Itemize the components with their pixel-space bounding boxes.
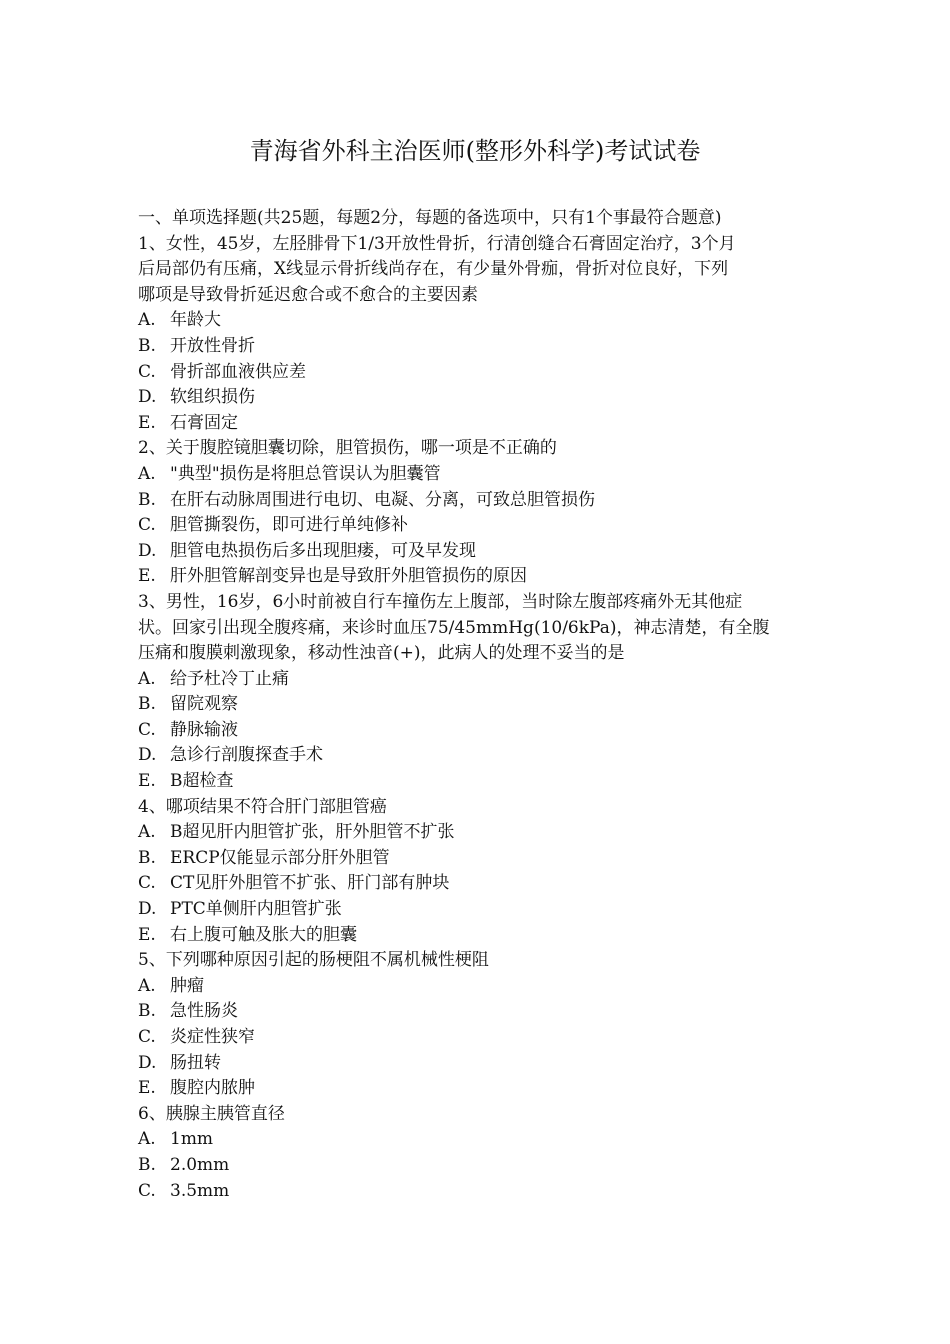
answer-option — [138, 564, 818, 590]
option-letter: C. — [138, 719, 156, 740]
answer-option — [138, 385, 818, 411]
option-letter: C. — [138, 515, 156, 536]
option-text: 急诊行剖腹探查手术 — [170, 745, 323, 766]
question-stem-line: 状。回家引出现全腹疼痛，来诊时血压75/45mmHg(10/6kPa)，神志清楚，有全腹 — [138, 617, 770, 638]
option-text: PTC单侧肝内胆管扩张 — [170, 899, 342, 920]
answer-option — [138, 360, 818, 386]
answer-option — [138, 1025, 818, 1051]
option-text: 急性肠炎 — [170, 1001, 238, 1022]
question-stem-line: 后局部仍有压痛，X线显示骨折线尚存在，有少量外骨痂，骨折对位良好，下列 — [138, 259, 729, 280]
answer-option — [138, 871, 818, 897]
option-letter: C. — [138, 873, 156, 894]
option-letter: D. — [138, 745, 157, 766]
answer-option — [138, 974, 818, 1000]
option-letter: E. — [138, 412, 156, 433]
option-letter: A. — [138, 668, 156, 689]
question-stem-line: 4、哪项结果不符合肝门部胆管癌 — [138, 796, 387, 817]
option-letter: E. — [138, 924, 156, 945]
answer-option — [138, 539, 818, 565]
option-text: 胆管电热损伤后多出现胆瘘，可及早发现 — [170, 540, 476, 561]
option-text: 1mm — [170, 1129, 214, 1150]
document-title: 青海省外科主治医师(整形外科学)考试试卷 — [249, 137, 701, 165]
option-text: B超见肝内胆管扩张，肝外胆管不扩张 — [170, 822, 455, 843]
answer-option — [138, 462, 818, 488]
answer-option — [138, 769, 818, 795]
option-letter: E. — [138, 566, 156, 587]
option-letter: D. — [138, 899, 157, 920]
answer-option — [138, 692, 818, 718]
answer-option — [138, 718, 818, 744]
question-stem-line: 5、下列哪种原因引起的肠梗阻不属机械性梗阻 — [138, 950, 489, 971]
answer-option — [138, 1127, 818, 1153]
answer-option — [138, 999, 818, 1025]
question-1 — [138, 232, 818, 437]
option-letter: D. — [138, 387, 157, 408]
option-text: 肝外胆管解剖变异也是导致肝外胆管损伤的原因 — [170, 566, 527, 587]
answer-option — [138, 513, 818, 539]
option-text: CT见肝外胆管不扩张、肝门部有肿块 — [170, 873, 450, 894]
answer-option — [138, 743, 818, 769]
option-text: 给予杜冷丁止痛 — [170, 668, 289, 689]
answer-option — [138, 1051, 818, 1077]
question-stem-line: 压痛和腹膜刺激现象，移动性浊音(+)，此病人的处理不妥当的是 — [138, 643, 625, 664]
option-text: 胆管撕裂伤，即可进行单纯修补 — [170, 515, 408, 536]
answer-option — [138, 1076, 818, 1102]
answer-option — [138, 820, 818, 846]
option-letter: A. — [138, 1129, 156, 1150]
option-letter: C. — [138, 361, 156, 382]
section-header: 一、单项选择题(共25题，每题2分，每题的备选项中，只有1个事最符合题意) — [138, 208, 722, 228]
answer-option — [138, 334, 818, 360]
option-letter: E. — [138, 771, 156, 792]
question-3 — [138, 590, 818, 795]
option-letter: B. — [138, 489, 156, 510]
option-text: 在肝右动脉周围进行电切、电凝、分离，可致总胆管损伤 — [170, 489, 595, 510]
answer-option — [138, 667, 818, 693]
option-letter: A. — [138, 310, 156, 331]
option-text: 炎症性狭窄 — [170, 1027, 255, 1047]
option-letter: A. — [138, 822, 156, 843]
option-text: 留院观察 — [170, 694, 238, 715]
option-letter: B. — [138, 847, 156, 868]
answer-option — [138, 308, 818, 334]
option-letter: C. — [138, 1027, 156, 1047]
answer-option — [138, 846, 818, 872]
option-text: ERCP仅能显示部分肝外胆管 — [170, 847, 390, 868]
option-text: 骨折部血液供应差 — [170, 361, 306, 382]
question-5 — [138, 948, 818, 1102]
answer-option — [138, 897, 818, 923]
question-stem-line: 3、男性，16岁，6小时前被自行车撞伤左上腹部，当时除左腹部疼痛外无其他症 — [138, 591, 743, 612]
option-letter: A. — [138, 975, 156, 996]
option-text: 年龄大 — [170, 310, 221, 331]
option-letter: D. — [138, 1052, 157, 1073]
option-text: 石膏固定 — [170, 412, 238, 433]
option-letter: E. — [138, 1078, 156, 1099]
option-text: 2.0mm — [170, 1154, 230, 1175]
option-text: 腹腔内脓肿 — [170, 1078, 255, 1099]
answer-option — [138, 488, 818, 514]
option-letter: D. — [138, 540, 157, 561]
answer-option — [138, 1179, 818, 1205]
answer-option — [138, 411, 818, 437]
option-text: 3.5mm — [170, 1180, 230, 1201]
question-stem-line: 2、关于腹腔镜胆囊切除，胆管损伤，哪一项是不正确的 — [138, 438, 557, 459]
option-text: B超检查 — [170, 771, 234, 792]
option-letter: C. — [138, 1180, 156, 1201]
question-6 — [138, 1102, 818, 1204]
option-text: 肠扭转 — [170, 1052, 221, 1073]
option-letter: A. — [138, 463, 156, 484]
question-4 — [138, 795, 818, 949]
option-text: 软组织损伤 — [170, 387, 255, 408]
question-stem-line: 哪项是导致骨折延迟愈合或不愈合的主要因素 — [138, 284, 478, 305]
option-letter: B. — [138, 335, 156, 356]
option-letter: B. — [138, 1154, 156, 1175]
option-text: 静脉输液 — [170, 719, 238, 740]
option-text: "典型"损伤是将胆总管误认为胆囊管 — [170, 463, 441, 484]
question-2 — [138, 436, 818, 590]
document-body — [138, 206, 818, 1204]
question-list — [138, 232, 818, 1205]
option-letter: B. — [138, 1001, 156, 1022]
question-stem-line: 6、胰腺主胰管直径 — [138, 1103, 285, 1124]
answer-option — [138, 1153, 818, 1179]
option-letter: B. — [138, 694, 156, 715]
option-text: 右上腹可触及胀大的胆囊 — [170, 924, 357, 945]
option-text: 开放性骨折 — [170, 335, 255, 356]
answer-option — [138, 923, 818, 949]
option-text: 肿瘤 — [170, 975, 204, 996]
question-stem-line: 1、女性，45岁，左胫腓骨下1/3开放性骨折，行清创缝合石膏固定治疗，3个月 — [138, 233, 736, 254]
